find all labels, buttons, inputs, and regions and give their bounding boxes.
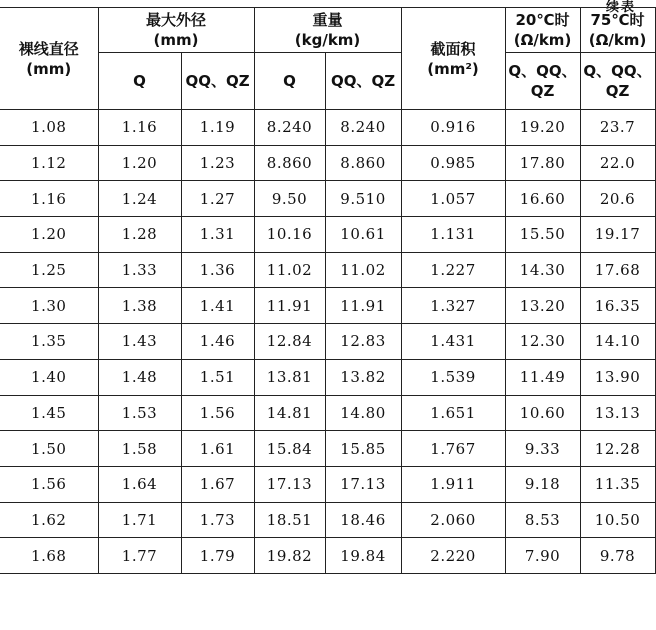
- continued-table-note: 续表: [605, 0, 636, 15]
- cell-outer-q: 1.33: [98, 252, 181, 288]
- cell-outer-q: 1.53: [98, 395, 181, 431]
- table-row: [0, 110, 655, 146]
- header-weight-label: 重量: [312, 11, 343, 29]
- cell-weight-qq-qz: 11.91: [325, 288, 401, 324]
- cell-weight-q: 11.02: [254, 252, 325, 288]
- cell-weight-qq-qz: 13.82: [325, 359, 401, 395]
- header-max-outer-diameter-label: 最大外径: [146, 11, 207, 29]
- cell-weight-q: 9.50: [254, 181, 325, 217]
- cell-resistance-20c: 9.33: [505, 431, 580, 467]
- cell-outer-q: 1.24: [98, 181, 181, 217]
- cell-outer-qq-qz: 1.61: [181, 431, 254, 467]
- cell-cross-section: 0.916: [401, 110, 505, 146]
- cell-bare-diameter: 1.35: [0, 324, 98, 360]
- cell-cross-section: 1.131: [401, 217, 505, 253]
- cell-resistance-75c: 20.6: [580, 181, 655, 217]
- cell-cross-section: 2.060: [401, 502, 505, 538]
- table-row: [0, 359, 655, 395]
- cell-resistance-20c: 10.60: [505, 395, 580, 431]
- table-row: [0, 288, 655, 324]
- cell-outer-qq-qz: 1.41: [181, 288, 254, 324]
- cell-outer-q: 1.58: [98, 431, 181, 467]
- cell-resistance-75c: 22.0: [580, 145, 655, 181]
- table-row: [0, 431, 655, 467]
- cell-weight-qq-qz: 8.860: [325, 145, 401, 181]
- cell-resistance-20c: 19.20: [505, 110, 580, 146]
- subheader-outer-qq-qz: QQ、QZ: [181, 53, 254, 110]
- cell-bare-diameter: 1.30: [0, 288, 98, 324]
- cell-resistance-75c: 17.68: [580, 252, 655, 288]
- cell-resistance-75c: 10.50: [580, 502, 655, 538]
- cell-cross-section: 1.651: [401, 395, 505, 431]
- cell-outer-qq-qz: 1.23: [181, 145, 254, 181]
- header-cross-section: [401, 8, 505, 110]
- cell-cross-section: 1.911: [401, 466, 505, 502]
- cell-cross-section: 2.220: [401, 538, 505, 574]
- cell-outer-q: 1.38: [98, 288, 181, 324]
- cell-weight-qq-qz: 12.83: [325, 324, 401, 360]
- table-row: [0, 395, 655, 431]
- cell-weight-q: 19.82: [254, 538, 325, 574]
- cell-weight-q: 17.13: [254, 466, 325, 502]
- cell-outer-q: 1.48: [98, 359, 181, 395]
- cell-weight-q: 13.81: [254, 359, 325, 395]
- cell-weight-q: 8.240: [254, 110, 325, 146]
- cell-resistance-75c: 13.13: [580, 395, 655, 431]
- cell-weight-q: 12.84: [254, 324, 325, 360]
- subheader-outer-q: Q: [98, 53, 181, 110]
- cell-resistance-75c: 14.10: [580, 324, 655, 360]
- cell-bare-diameter: 1.50: [0, 431, 98, 467]
- cell-resistance-20c: 13.20: [505, 288, 580, 324]
- cell-resistance-75c: 16.35: [580, 288, 655, 324]
- cell-outer-q: 1.28: [98, 217, 181, 253]
- cell-weight-q: 14.81: [254, 395, 325, 431]
- cell-weight-q: 11.91: [254, 288, 325, 324]
- table-row: [0, 466, 655, 502]
- header-weight-unit: (kg/km): [294, 31, 361, 49]
- header-resistance-75c: [580, 8, 655, 53]
- table-row: [0, 502, 655, 538]
- cell-cross-section: 1.539: [401, 359, 505, 395]
- cell-weight-qq-qz: 15.85: [325, 431, 401, 467]
- table-row: [0, 324, 655, 360]
- cell-outer-qq-qz: 1.56: [181, 395, 254, 431]
- header-bare-diameter: [0, 8, 98, 110]
- header-resistance-75c-label: 75℃时: [590, 11, 645, 29]
- cell-weight-q: 10.16: [254, 217, 325, 253]
- cell-weight-qq-qz: 14.80: [325, 395, 401, 431]
- cell-outer-qq-qz: 1.27: [181, 181, 254, 217]
- cell-outer-q: 1.71: [98, 502, 181, 538]
- cell-outer-q: 1.16: [98, 110, 181, 146]
- cell-bare-diameter: 1.20: [0, 217, 98, 253]
- header-resistance-20c-unit: (Ω/km): [513, 31, 572, 49]
- cell-outer-qq-qz: 1.19: [181, 110, 254, 146]
- subheader-resistance-20c-types: Q、QQ、 QZ: [505, 53, 580, 110]
- cell-weight-qq-qz: 11.02: [325, 252, 401, 288]
- subheader-weight-qq-qz: QQ、QZ: [325, 53, 401, 110]
- table-row: [0, 145, 655, 181]
- subheader-resistance-75c-types: Q、QQ、 QZ: [580, 53, 655, 110]
- header-cross-section-label: 截面积: [430, 39, 476, 58]
- cell-weight-q: 8.860: [254, 145, 325, 181]
- cell-cross-section: 1.767: [401, 431, 505, 467]
- cell-outer-q: 1.43: [98, 324, 181, 360]
- cell-bare-diameter: 1.25: [0, 252, 98, 288]
- cell-resistance-20c: 15.50: [505, 217, 580, 253]
- cell-resistance-75c: 9.78: [580, 538, 655, 574]
- cell-cross-section: 1.227: [401, 252, 505, 288]
- cell-weight-qq-qz: 9.510: [325, 181, 401, 217]
- cell-resistance-20c: 12.30: [505, 324, 580, 360]
- cell-resistance-75c: 12.28: [580, 431, 655, 467]
- cell-resistance-20c: 9.18: [505, 466, 580, 502]
- cell-outer-qq-qz: 1.51: [181, 359, 254, 395]
- wire-spec-table: [0, 7, 656, 574]
- cell-weight-qq-qz: 10.61: [325, 217, 401, 253]
- cell-cross-section: 1.431: [401, 324, 505, 360]
- table-row: [0, 181, 655, 217]
- cell-weight-q: 15.84: [254, 431, 325, 467]
- table-row: [0, 217, 655, 253]
- cell-bare-diameter: 1.62: [0, 502, 98, 538]
- header-max-outer-diameter: [98, 8, 254, 53]
- table-row: [0, 252, 655, 288]
- table-row: [0, 538, 655, 574]
- cell-outer-qq-qz: 1.31: [181, 217, 254, 253]
- header-resistance-75c-unit: (Ω/km): [588, 31, 647, 49]
- cell-resistance-75c: 11.35: [580, 466, 655, 502]
- cell-bare-diameter: 1.68: [0, 538, 98, 574]
- cell-weight-qq-qz: 8.240: [325, 110, 401, 146]
- cell-bare-diameter: 1.45: [0, 395, 98, 431]
- header-bare-diameter-unit: (mm): [26, 59, 72, 78]
- cell-resistance-20c: 7.90: [505, 538, 580, 574]
- header-resistance-20c: [505, 8, 580, 53]
- cell-resistance-20c: 16.60: [505, 181, 580, 217]
- cell-resistance-75c: 23.7: [580, 110, 655, 146]
- cell-resistance-20c: 17.80: [505, 145, 580, 181]
- cell-cross-section: 0.985: [401, 145, 505, 181]
- cell-weight-q: 18.51: [254, 502, 325, 538]
- subheader-weight-q: Q: [254, 53, 325, 110]
- cell-outer-q: 1.20: [98, 145, 181, 181]
- cell-resistance-75c: 19.17: [580, 217, 655, 253]
- cell-resistance-20c: 11.49: [505, 359, 580, 395]
- header-cross-section-unit: (mm²): [427, 59, 479, 78]
- cell-outer-qq-qz: 1.73: [181, 502, 254, 538]
- cell-outer-qq-qz: 1.46: [181, 324, 254, 360]
- header-bare-diameter-label: 裸线直径: [18, 39, 79, 58]
- cell-bare-diameter: 1.16: [0, 181, 98, 217]
- cell-bare-diameter: 1.40: [0, 359, 98, 395]
- cell-weight-qq-qz: 18.46: [325, 502, 401, 538]
- header-resistance-20c-label: 20℃时: [515, 11, 570, 29]
- cell-weight-qq-qz: 19.84: [325, 538, 401, 574]
- cell-resistance-20c: 14.30: [505, 252, 580, 288]
- cell-outer-qq-qz: 1.36: [181, 252, 254, 288]
- cell-outer-qq-qz: 1.79: [181, 538, 254, 574]
- cell-outer-qq-qz: 1.67: [181, 466, 254, 502]
- cell-cross-section: 1.327: [401, 288, 505, 324]
- cell-outer-q: 1.77: [98, 538, 181, 574]
- cell-bare-diameter: 1.56: [0, 466, 98, 502]
- cell-cross-section: 1.057: [401, 181, 505, 217]
- table-body: [0, 110, 655, 574]
- cell-outer-q: 1.64: [98, 466, 181, 502]
- cell-resistance-20c: 8.53: [505, 502, 580, 538]
- header-max-outer-diameter-unit: (mm): [153, 31, 199, 49]
- cell-bare-diameter: 1.08: [0, 110, 98, 146]
- cell-weight-qq-qz: 17.13: [325, 466, 401, 502]
- cell-bare-diameter: 1.12: [0, 145, 98, 181]
- cell-resistance-75c: 13.90: [580, 359, 655, 395]
- table-header: [0, 8, 655, 110]
- header-weight: [254, 8, 401, 53]
